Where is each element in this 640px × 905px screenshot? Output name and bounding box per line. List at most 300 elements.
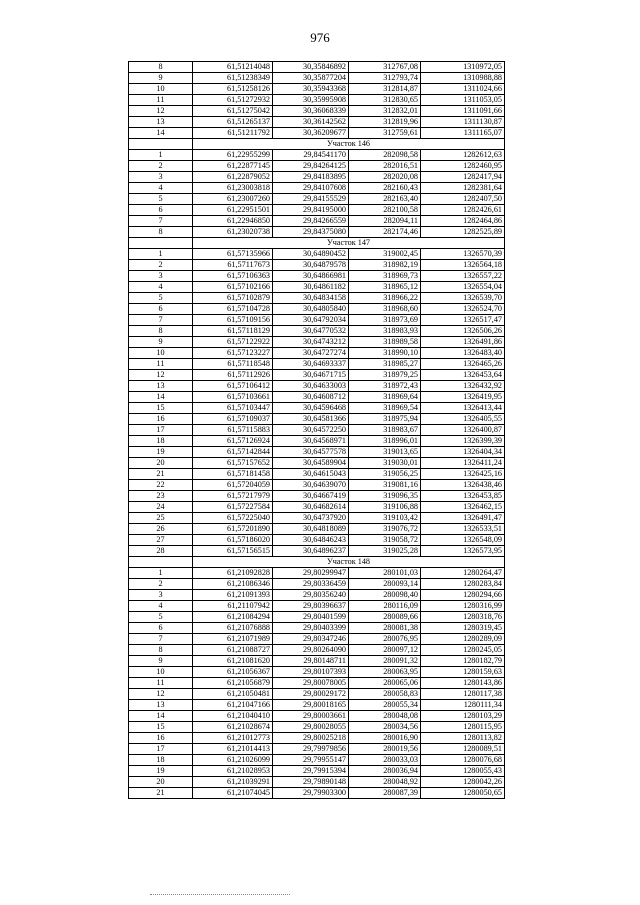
- longitude-cell: 30,35877204: [273, 73, 349, 84]
- table-row: [129, 491, 505, 502]
- table-row: [129, 216, 505, 227]
- longitude-cell: 30,64792034: [273, 315, 349, 326]
- x-coordinate-cell: 280087,39: [349, 788, 421, 799]
- longitude-cell: 30,64633003: [273, 381, 349, 392]
- table-row: [129, 480, 505, 491]
- section-header-row: [129, 557, 505, 568]
- longitude-cell: 29,80347246: [273, 634, 349, 645]
- y-coordinate-cell: 1282612,63: [421, 150, 505, 161]
- y-coordinate-cell: 1280318,76: [421, 612, 505, 623]
- x-coordinate-cell: 282016,51: [349, 161, 421, 172]
- table-row: [129, 150, 505, 161]
- y-coordinate-cell: 1326554,04: [421, 282, 505, 293]
- x-coordinate-cell: 319103,42: [349, 513, 421, 524]
- page-bottom-mark: [150, 894, 290, 895]
- y-coordinate-cell: 1280111,34: [421, 700, 505, 711]
- point-number-cell: 8: [129, 62, 193, 73]
- point-number-cell: 13: [129, 117, 193, 128]
- latitude-cell: 61,21028953: [193, 766, 273, 777]
- table-row: [129, 282, 505, 293]
- longitude-cell: 29,79915394: [273, 766, 349, 777]
- latitude-cell: 61,51214048: [193, 62, 273, 73]
- longitude-cell: 29,80396637: [273, 601, 349, 612]
- table-row: [129, 535, 505, 546]
- longitude-cell: 30,64861182: [273, 282, 349, 293]
- table-row: [129, 711, 505, 722]
- longitude-cell: 29,84264125: [273, 161, 349, 172]
- x-coordinate-cell: 312830,65: [349, 95, 421, 106]
- point-number-cell: 21: [129, 788, 193, 799]
- table-row: [129, 359, 505, 370]
- latitude-cell: 61,57117673: [193, 260, 273, 271]
- y-coordinate-cell: 1326564,18: [421, 260, 505, 271]
- longitude-cell: 30,35995908: [273, 95, 349, 106]
- x-coordinate-cell: 318990,10: [349, 348, 421, 359]
- latitude-cell: 61,51275042: [193, 106, 273, 117]
- longitude-cell: 29,80356240: [273, 590, 349, 601]
- point-number-cell: 18: [129, 755, 193, 766]
- latitude-cell: 61,21028674: [193, 722, 273, 733]
- x-coordinate-cell: 318982,19: [349, 260, 421, 271]
- point-number-cell: 15: [129, 722, 193, 733]
- x-coordinate-cell: 280033,03: [349, 755, 421, 766]
- table-row: [129, 84, 505, 95]
- x-coordinate-cell: 318972,43: [349, 381, 421, 392]
- y-coordinate-cell: 1326524,70: [421, 304, 505, 315]
- point-number-cell: 8: [129, 227, 193, 238]
- table-row: [129, 777, 505, 788]
- latitude-cell: 61,21026099: [193, 755, 273, 766]
- x-coordinate-cell: 318979,25: [349, 370, 421, 381]
- longitude-cell: 30,64879578: [273, 260, 349, 271]
- section-header-blank-cell: [129, 557, 193, 568]
- x-coordinate-cell: 312759,61: [349, 128, 421, 139]
- x-coordinate-cell: 280034,56: [349, 722, 421, 733]
- y-coordinate-cell: 1326533,51: [421, 524, 505, 535]
- latitude-cell: 61,57106363: [193, 271, 273, 282]
- longitude-cell: 30,64608712: [273, 392, 349, 403]
- y-coordinate-cell: 1311130,87: [421, 117, 505, 128]
- point-number-cell: 23: [129, 491, 193, 502]
- longitude-cell: 29,80078005: [273, 678, 349, 689]
- latitude-cell: 61,57118129: [193, 326, 273, 337]
- y-coordinate-cell: 1326404,34: [421, 447, 505, 458]
- point-number-cell: 2: [129, 260, 193, 271]
- point-number-cell: 5: [129, 194, 193, 205]
- table-row: [129, 700, 505, 711]
- x-coordinate-cell: 280058,83: [349, 689, 421, 700]
- x-coordinate-cell: 318973,69: [349, 315, 421, 326]
- table-row: [129, 458, 505, 469]
- latitude-cell: 61,57102166: [193, 282, 273, 293]
- longitude-cell: 29,79890148: [273, 777, 349, 788]
- latitude-cell: 61,21039291: [193, 777, 273, 788]
- point-number-cell: 1: [129, 568, 193, 579]
- point-number-cell: 3: [129, 172, 193, 183]
- section-header-row: [129, 238, 505, 249]
- table-row: [129, 205, 505, 216]
- table-row: [129, 161, 505, 172]
- x-coordinate-cell: 318966,22: [349, 293, 421, 304]
- y-coordinate-cell: 1280245,05: [421, 645, 505, 656]
- section-title: Участок 148: [193, 557, 505, 568]
- latitude-cell: 61,51265137: [193, 117, 273, 128]
- y-coordinate-cell: 1280159,63: [421, 667, 505, 678]
- latitude-cell: 61,57142844: [193, 447, 273, 458]
- table-row: [129, 183, 505, 194]
- longitude-cell: 30,64770532: [273, 326, 349, 337]
- latitude-cell: 61,21050481: [193, 689, 273, 700]
- table-row: [129, 326, 505, 337]
- y-coordinate-cell: 1280319,45: [421, 623, 505, 634]
- longitude-cell: 29,80264090: [273, 645, 349, 656]
- latitude-cell: 61,57118548: [193, 359, 273, 370]
- x-coordinate-cell: 318969,64: [349, 392, 421, 403]
- x-coordinate-cell: 280097,12: [349, 645, 421, 656]
- longitude-cell: 30,64615043: [273, 469, 349, 480]
- x-coordinate-cell: 318983,67: [349, 425, 421, 436]
- x-coordinate-cell: 319081,16: [349, 480, 421, 491]
- point-number-cell: 12: [129, 106, 193, 117]
- table-row: [129, 447, 505, 458]
- x-coordinate-cell: 280063,95: [349, 667, 421, 678]
- x-coordinate-cell: 318983,93: [349, 326, 421, 337]
- latitude-cell: 61,57201890: [193, 524, 273, 535]
- table-row: [129, 260, 505, 271]
- y-coordinate-cell: 1280117,38: [421, 689, 505, 700]
- y-coordinate-cell: 1282381,64: [421, 183, 505, 194]
- x-coordinate-cell: 280076,95: [349, 634, 421, 645]
- latitude-cell: 61,57126924: [193, 436, 273, 447]
- latitude-cell: 61,22951501: [193, 205, 273, 216]
- y-coordinate-cell: 1282460,95: [421, 161, 505, 172]
- table-row: [129, 117, 505, 128]
- latitude-cell: 61,57204059: [193, 480, 273, 491]
- table-row: [129, 524, 505, 535]
- point-number-cell: 4: [129, 183, 193, 194]
- table-row: [129, 667, 505, 678]
- point-number-cell: 1: [129, 150, 193, 161]
- longitude-cell: 29,80107393: [273, 667, 349, 678]
- y-coordinate-cell: 1326548,09: [421, 535, 505, 546]
- x-coordinate-cell: 319056,25: [349, 469, 421, 480]
- x-coordinate-cell: 282163,40: [349, 194, 421, 205]
- x-coordinate-cell: 318996,01: [349, 436, 421, 447]
- latitude-cell: 61,51272932: [193, 95, 273, 106]
- x-coordinate-cell: 280048,92: [349, 777, 421, 788]
- latitude-cell: 61,23003818: [193, 183, 273, 194]
- table-row: [129, 744, 505, 755]
- latitude-cell: 61,23020738: [193, 227, 273, 238]
- point-number-cell: 2: [129, 579, 193, 590]
- x-coordinate-cell: 319106,88: [349, 502, 421, 513]
- latitude-cell: 61,51238349: [193, 73, 273, 84]
- latitude-cell: 61,57122922: [193, 337, 273, 348]
- latitude-cell: 61,21056879: [193, 678, 273, 689]
- longitude-cell: 29,80403399: [273, 623, 349, 634]
- x-coordinate-cell: 318969,73: [349, 271, 421, 282]
- latitude-cell: 61,57181458: [193, 469, 273, 480]
- longitude-cell: 29,80018165: [273, 700, 349, 711]
- latitude-cell: 61,22877145: [193, 161, 273, 172]
- table-row: [129, 469, 505, 480]
- x-coordinate-cell: 312767,08: [349, 62, 421, 73]
- y-coordinate-cell: 1326438,46: [421, 480, 505, 491]
- point-number-cell: 13: [129, 381, 193, 392]
- x-coordinate-cell: 280019,56: [349, 744, 421, 755]
- point-number-cell: 11: [129, 359, 193, 370]
- latitude-cell: 61,57227584: [193, 502, 273, 513]
- longitude-cell: 30,64596468: [273, 403, 349, 414]
- point-number-cell: 3: [129, 590, 193, 601]
- y-coordinate-cell: 1326432,92: [421, 381, 505, 392]
- y-coordinate-cell: 1280055,43: [421, 766, 505, 777]
- x-coordinate-cell: 319076,72: [349, 524, 421, 535]
- point-number-cell: 18: [129, 436, 193, 447]
- longitude-cell: 30,64834158: [273, 293, 349, 304]
- table-row: [129, 106, 505, 117]
- longitude-cell: 29,84375080: [273, 227, 349, 238]
- longitude-cell: 30,36209677: [273, 128, 349, 139]
- y-coordinate-cell: 1311165,07: [421, 128, 505, 139]
- y-coordinate-cell: 1282426,61: [421, 205, 505, 216]
- latitude-cell: 61,57156515: [193, 546, 273, 557]
- longitude-cell: 30,36068339: [273, 106, 349, 117]
- longitude-cell: 30,64568971: [273, 436, 349, 447]
- point-number-cell: 20: [129, 458, 193, 469]
- table-row: [129, 304, 505, 315]
- latitude-cell: 61,57135966: [193, 249, 273, 260]
- y-coordinate-cell: 1326557,22: [421, 271, 505, 282]
- y-coordinate-cell: 1282417,94: [421, 172, 505, 183]
- longitude-cell: 29,84155529: [273, 194, 349, 205]
- table-row: [129, 601, 505, 612]
- latitude-cell: 61,21012773: [193, 733, 273, 744]
- table-row: [129, 172, 505, 183]
- longitude-cell: 29,80401599: [273, 612, 349, 623]
- latitude-cell: 61,57217979: [193, 491, 273, 502]
- x-coordinate-cell: 319025,28: [349, 546, 421, 557]
- point-number-cell: 8: [129, 326, 193, 337]
- table-row: [129, 755, 505, 766]
- latitude-cell: 61,21107942: [193, 601, 273, 612]
- x-coordinate-cell: 312832,01: [349, 106, 421, 117]
- x-coordinate-cell: 318989,58: [349, 337, 421, 348]
- x-coordinate-cell: 280098,40: [349, 590, 421, 601]
- latitude-cell: 61,21086346: [193, 579, 273, 590]
- table-row: [129, 194, 505, 205]
- table-row: [129, 227, 505, 238]
- point-number-cell: 22: [129, 480, 193, 491]
- longitude-cell: 30,64572250: [273, 425, 349, 436]
- point-number-cell: 17: [129, 744, 193, 755]
- y-coordinate-cell: 1280050,65: [421, 788, 505, 799]
- longitude-cell: 30,64896237: [273, 546, 349, 557]
- table-row: [129, 403, 505, 414]
- x-coordinate-cell: 280036,94: [349, 766, 421, 777]
- y-coordinate-cell: 1326453,85: [421, 491, 505, 502]
- table-row: [129, 623, 505, 634]
- latitude-cell: 61,57225040: [193, 513, 273, 524]
- y-coordinate-cell: 1280264,47: [421, 568, 505, 579]
- table-row: [129, 502, 505, 513]
- table-row: [129, 546, 505, 557]
- y-coordinate-cell: 1326570,39: [421, 249, 505, 260]
- table-row: [129, 293, 505, 304]
- point-number-cell: 6: [129, 205, 193, 216]
- point-number-cell: 21: [129, 469, 193, 480]
- table-row: [129, 271, 505, 282]
- point-number-cell: 7: [129, 216, 193, 227]
- x-coordinate-cell: 280116,09: [349, 601, 421, 612]
- y-coordinate-cell: 1326453,64: [421, 370, 505, 381]
- y-coordinate-cell: 1310972,05: [421, 62, 505, 73]
- x-coordinate-cell: 280048,08: [349, 711, 421, 722]
- x-coordinate-cell: 319002,45: [349, 249, 421, 260]
- table-row: [129, 590, 505, 601]
- longitude-cell: 29,80148711: [273, 656, 349, 667]
- latitude-cell: 61,21092828: [193, 568, 273, 579]
- latitude-cell: 61,21091393: [193, 590, 273, 601]
- page-number: 976: [310, 30, 330, 45]
- table-row: [129, 425, 505, 436]
- longitude-cell: 30,64890452: [273, 249, 349, 260]
- table-row: [129, 370, 505, 381]
- x-coordinate-cell: 312819,96: [349, 117, 421, 128]
- latitude-cell: 61,21014413: [193, 744, 273, 755]
- y-coordinate-cell: 1326506,26: [421, 326, 505, 337]
- x-coordinate-cell: 319096,35: [349, 491, 421, 502]
- point-number-cell: 14: [129, 128, 193, 139]
- point-number-cell: 8: [129, 645, 193, 656]
- y-coordinate-cell: 1326491,47: [421, 513, 505, 524]
- latitude-cell: 61,57102879: [193, 293, 273, 304]
- latitude-cell: 61,57115883: [193, 425, 273, 436]
- table-row: [129, 634, 505, 645]
- latitude-cell: 61,21056367: [193, 667, 273, 678]
- table-row: [129, 348, 505, 359]
- longitude-cell: 30,64682614: [273, 502, 349, 513]
- point-number-cell: 19: [129, 447, 193, 458]
- y-coordinate-cell: 1326491,86: [421, 337, 505, 348]
- table-row: [129, 612, 505, 623]
- y-coordinate-cell: 1311053,05: [421, 95, 505, 106]
- longitude-cell: 29,80028055: [273, 722, 349, 733]
- point-number-cell: 7: [129, 315, 193, 326]
- x-coordinate-cell: 319013,65: [349, 447, 421, 458]
- section-header-blank-cell: [129, 238, 193, 249]
- longitude-cell: 29,79979856: [273, 744, 349, 755]
- y-coordinate-cell: 1280103,29: [421, 711, 505, 722]
- longitude-cell: 30,64671715: [273, 370, 349, 381]
- latitude-cell: 61,57103661: [193, 392, 273, 403]
- table-row: [129, 414, 505, 425]
- latitude-cell: 61,23007260: [193, 194, 273, 205]
- point-number-cell: 1: [129, 249, 193, 260]
- point-number-cell: 10: [129, 84, 193, 95]
- y-coordinate-cell: 1326413,44: [421, 403, 505, 414]
- point-number-cell: 12: [129, 689, 193, 700]
- table-row: [129, 579, 505, 590]
- longitude-cell: 30,64846243: [273, 535, 349, 546]
- y-coordinate-cell: 1282407,50: [421, 194, 505, 205]
- latitude-cell: 61,57106412: [193, 381, 273, 392]
- latitude-cell: 61,22879052: [193, 172, 273, 183]
- point-number-cell: 16: [129, 733, 193, 744]
- y-coordinate-cell: 1326411,24: [421, 458, 505, 469]
- y-coordinate-cell: 1280283,84: [421, 579, 505, 590]
- x-coordinate-cell: 282100,58: [349, 205, 421, 216]
- longitude-cell: 30,35846892: [273, 62, 349, 73]
- longitude-cell: 30,64743212: [273, 337, 349, 348]
- latitude-cell: 61,22955299: [193, 150, 273, 161]
- x-coordinate-cell: 312793,74: [349, 73, 421, 84]
- y-coordinate-cell: 1326419,95: [421, 392, 505, 403]
- x-coordinate-cell: 282020,08: [349, 172, 421, 183]
- table-row: [129, 62, 505, 73]
- x-coordinate-cell: 280081,38: [349, 623, 421, 634]
- point-number-cell: 14: [129, 711, 193, 722]
- y-coordinate-cell: 1280113,82: [421, 733, 505, 744]
- y-coordinate-cell: 1326425,16: [421, 469, 505, 480]
- longitude-cell: 30,64577578: [273, 447, 349, 458]
- table-row: [129, 95, 505, 106]
- y-coordinate-cell: 1326400,87: [421, 425, 505, 436]
- x-coordinate-cell: 319030,01: [349, 458, 421, 469]
- x-coordinate-cell: 280055,34: [349, 700, 421, 711]
- latitude-cell: 61,57104728: [193, 304, 273, 315]
- coordinates-table-body: [129, 62, 505, 799]
- y-coordinate-cell: 1280289,09: [421, 634, 505, 645]
- latitude-cell: 61,21084294: [193, 612, 273, 623]
- longitude-cell: 29,84183895: [273, 172, 349, 183]
- y-coordinate-cell: 1311024,66: [421, 84, 505, 95]
- point-number-cell: 13: [129, 700, 193, 711]
- longitude-cell: 29,84541170: [273, 150, 349, 161]
- longitude-cell: 30,64805840: [273, 304, 349, 315]
- table-row: [129, 392, 505, 403]
- table-row: [129, 722, 505, 733]
- latitude-cell: 61,21047166: [193, 700, 273, 711]
- coordinates-table: [128, 61, 505, 799]
- x-coordinate-cell: 319058,72: [349, 535, 421, 546]
- latitude-cell: 61,57112926: [193, 370, 273, 381]
- section-title: Участок 147: [193, 238, 505, 249]
- longitude-cell: 29,84266559: [273, 216, 349, 227]
- latitude-cell: 61,51211792: [193, 128, 273, 139]
- latitude-cell: 61,21088727: [193, 645, 273, 656]
- table-row: [129, 73, 505, 84]
- y-coordinate-cell: 1326465,26: [421, 359, 505, 370]
- table-row: [129, 788, 505, 799]
- longitude-cell: 30,64693337: [273, 359, 349, 370]
- point-number-cell: 3: [129, 271, 193, 282]
- longitude-cell: 30,64737920: [273, 513, 349, 524]
- table-row: [129, 436, 505, 447]
- y-coordinate-cell: 1326462,15: [421, 502, 505, 513]
- latitude-cell: 61,22946850: [193, 216, 273, 227]
- y-coordinate-cell: 1311091,66: [421, 106, 505, 117]
- x-coordinate-cell: 318968,60: [349, 304, 421, 315]
- point-number-cell: 9: [129, 656, 193, 667]
- y-coordinate-cell: 1280076,68: [421, 755, 505, 766]
- point-number-cell: 4: [129, 282, 193, 293]
- y-coordinate-cell: 1280042,26: [421, 777, 505, 788]
- latitude-cell: 61,57103447: [193, 403, 273, 414]
- y-coordinate-cell: 1280182,79: [421, 656, 505, 667]
- y-coordinate-cell: 1326405,55: [421, 414, 505, 425]
- point-number-cell: 28: [129, 546, 193, 557]
